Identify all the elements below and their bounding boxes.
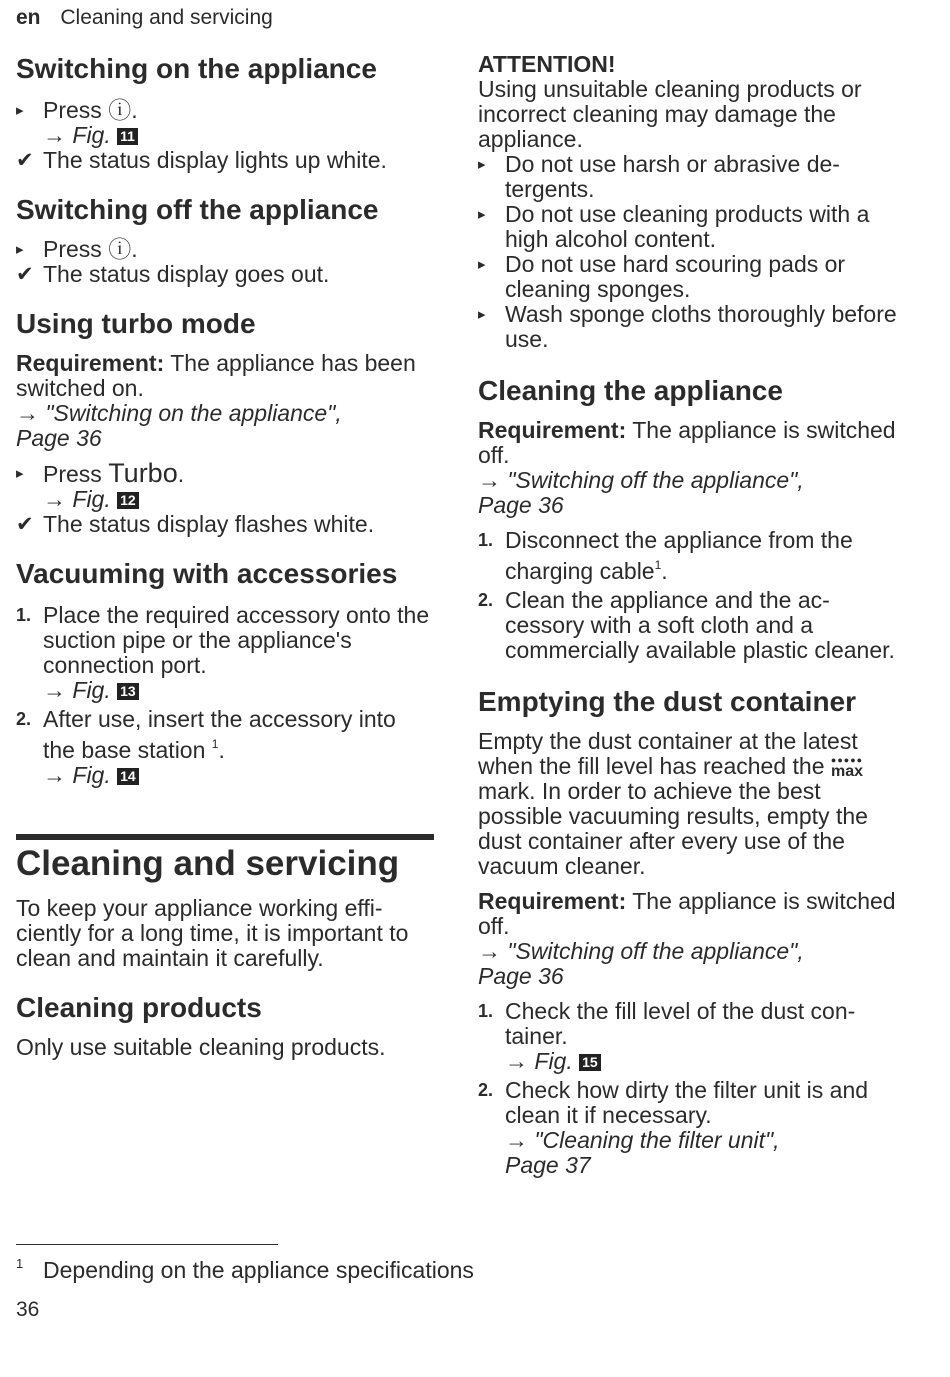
footnote-separator [16, 1244, 278, 1245]
arrow-icon: → [43, 762, 66, 788]
step-number: 1. [478, 530, 494, 550]
dust-steps [478, 999, 898, 1178]
arrow-icon: → [478, 467, 501, 493]
check-icon: ✔ [16, 263, 34, 286]
heading-vacuuming-accessories: Vacuuming with accessories [16, 558, 398, 589]
turbo-key-label: Turbo [108, 458, 178, 488]
attention-bullet: ▸ Wash sponge cloths thoroughly before use. [478, 301, 897, 352]
footnote [16, 1256, 616, 1284]
left-column [16, 48, 434, 1060]
attention-bullet: ▸ Do not use hard scouring pads or cleaning sponges. [478, 251, 846, 302]
figure-number-badge: 12 [117, 492, 139, 509]
filter-cross-reference: → "Cleaning the filter unit", Page 37 [505, 1127, 780, 1178]
footnote-number: 1 [16, 1256, 24, 1271]
page-header [16, 4, 273, 32]
heading-cleaning-servicing: Cleaning and servicing [16, 844, 400, 883]
chapter-divider [16, 834, 434, 840]
accessory-step-1: 1. Place the required accessory onto the suction pipe or the appliance's connection port. [16, 602, 430, 678]
attention-list [478, 152, 898, 352]
heading-turbo-mode: Using turbo mode [16, 308, 256, 339]
figure-reference: → Fig. 11 [16, 123, 434, 148]
step-number: 1. [478, 1001, 494, 1021]
arrow-icon: → [505, 1127, 528, 1153]
dust-cross-reference: → "Switching off the appliance", Page 36 [478, 938, 804, 989]
attention-title: ATTENTION! [478, 51, 616, 77]
step-number: 2. [16, 709, 32, 729]
arrow-icon: → [43, 486, 66, 512]
heading-cleaning-appliance: Cleaning the appliance [478, 375, 783, 406]
turbo-requirement: Requirement: The appliance has been switched on. [16, 350, 416, 401]
cleaning-products-text: Only use suitable cleaning products. [16, 1034, 386, 1060]
cleaning-cross-reference: → "Switching off the appliance", Page 36 [478, 467, 804, 518]
dust-requirement: Requirement: The appliance is switched off. [478, 888, 896, 939]
turbo-step: ▸ Press Turbo. [16, 458, 185, 488]
switch-on-steps [16, 98, 434, 173]
step-number: 1. [16, 605, 32, 625]
step-text: Press [43, 97, 102, 123]
switch-on-step [16, 98, 434, 123]
figure-reference: → Fig. 12 [16, 487, 434, 512]
attention-text: Using unsuitable cleaning products or incorrect cleaning may damage the appliance. [478, 76, 862, 152]
figure-number-badge: 13 [117, 683, 139, 700]
attention-bullet: ▸ Do not use cleaning products with a high alcohol content. [478, 201, 870, 252]
footnote-marker: 1 [654, 558, 662, 572]
bullet-icon: ▸ [478, 206, 486, 223]
step-number: 2. [478, 590, 494, 610]
bullet-icon: ▸ [478, 306, 486, 323]
bullet-icon: ▸ [478, 256, 486, 273]
page-number: 36 [16, 1298, 40, 1321]
heading-cleaning-products: Cleaning products [16, 992, 262, 1023]
language-code: en [16, 6, 41, 29]
dust-step-2: 2. Check how dirty the filter unit is and clean it if necessary. [478, 1077, 869, 1128]
cleaning-steps [478, 528, 898, 663]
arrow-icon: → [505, 1048, 528, 1074]
bullet-icon: ▸ [478, 156, 486, 173]
bullet-icon: ▸ [16, 102, 24, 119]
footnote-marker: 1 [211, 737, 219, 751]
attention-bullet: ▸ Do not use harsh or abrasive de-tergents. [478, 151, 840, 202]
figure-reference: → Fig. 13 [16, 678, 434, 703]
heading-switching-off: Switching off the appliance [16, 194, 379, 225]
turbo-cross-reference: → "Switching on the appliance", Page 36 [16, 400, 342, 451]
check-icon: ✔ [16, 513, 34, 536]
figure-reference: → Fig. 15 [478, 1049, 898, 1074]
power-button-icon: ⓘ. [108, 97, 138, 123]
heading-switching-on: Switching on the appliance [16, 53, 377, 84]
figure-number-badge: 11 [117, 128, 138, 145]
check-icon: ✔ [16, 149, 34, 172]
cleaning-step-1: 1. Disconnect the appliance from the charging cable$^1$. [478, 527, 853, 584]
right-column [478, 48, 898, 1178]
header-section-title: Cleaning and servicing [60, 6, 273, 29]
bullet-icon: ▸ [16, 241, 24, 258]
dust-step-1: 1. Check the fill level of the dust con-tainer. [478, 998, 856, 1049]
figure-number-badge: 15 [579, 1054, 601, 1071]
switch-on-result: ✔ The status display lights up white. [16, 147, 387, 173]
arrow-icon: → [43, 677, 66, 703]
turbo-steps [16, 458, 434, 537]
switch-off-result: ✔ The status display goes out. [16, 261, 330, 287]
arrow-icon: → [478, 938, 501, 964]
arrow-icon: → [43, 122, 66, 148]
cleaning-step-2: 2. Clean the appliance and the ac-cessory with a soft cloth and a commercially available plastic cleaner. [478, 587, 895, 663]
cleaning-intro: To keep your appliance working effi-ciently for a long time, it is important to clean and maintain it carefully. [16, 895, 409, 971]
switch-off-step: ▸ Press ⓘ. [16, 236, 138, 262]
power-button-icon: ⓘ. [108, 236, 138, 262]
max-mark-icon: ●●●●● max [830, 755, 864, 780]
heading-emptying-dust: Emptying the dust container [478, 686, 857, 717]
turbo-result: ✔ The status display flashes white. [16, 511, 375, 537]
step-number: 2. [478, 1080, 494, 1100]
figure-number-badge: 14 [117, 768, 139, 785]
accessory-steps [16, 603, 434, 788]
footnote-text: Depending on the appliance specifications [43, 1257, 474, 1283]
accessory-step-2: 2. After use, insert the accessory into the base station $^1$. [16, 706, 396, 763]
arrow-icon: → [16, 400, 39, 426]
dust-intro: Empty the dust container at the latest when the fill level has reached the ●●●●● max mark. In order to achieve the best possible vacuuming results, empty the dust container after every use of the vacuum cleaner. [478, 728, 868, 879]
figure-reference: → Fig. 14 [16, 763, 434, 788]
bullet-icon: ▸ [16, 465, 24, 482]
cleaning-requirement: Requirement: The appliance is switched off. [478, 417, 896, 468]
switch-off-steps [16, 237, 434, 287]
